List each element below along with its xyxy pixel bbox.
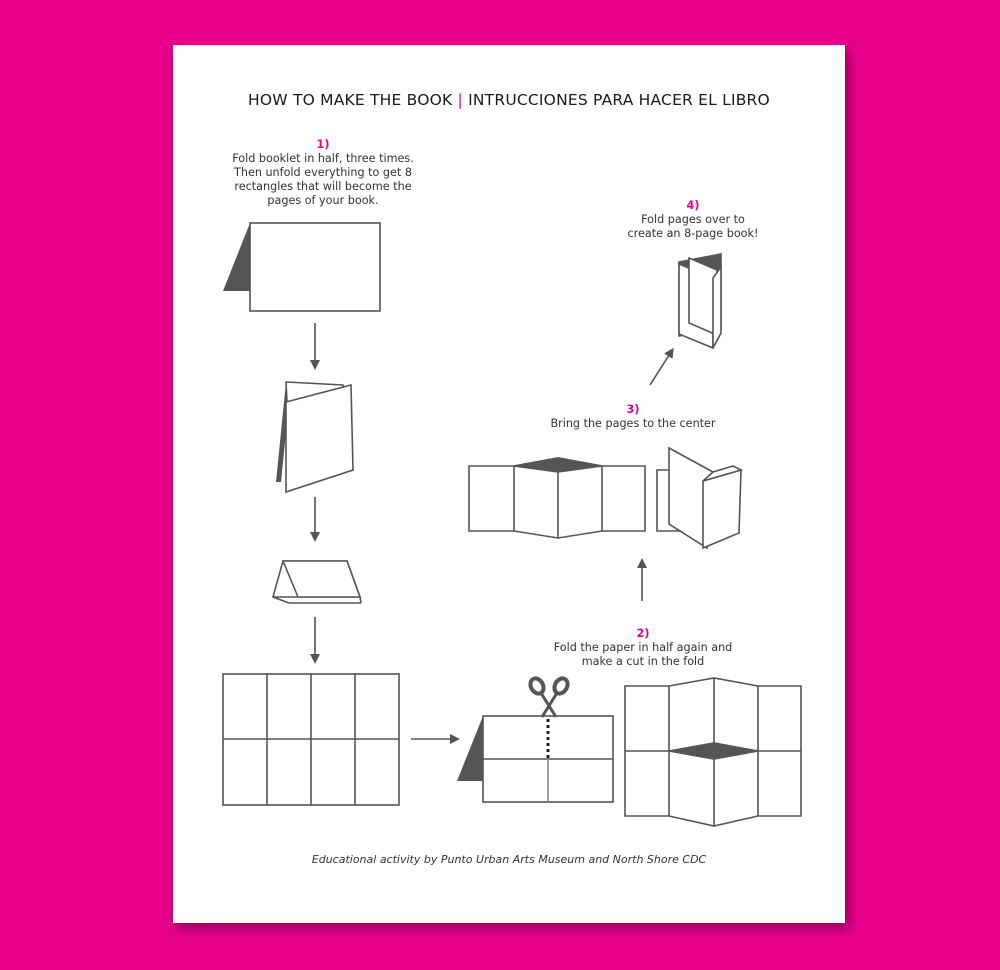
folded-tent-sheet [273, 561, 361, 603]
step-number: 1) [316, 138, 330, 151]
step-line: pages of your book. [267, 194, 379, 207]
title-separator: | [457, 91, 463, 109]
step-1-sheet [223, 223, 380, 311]
step-3-folded [657, 448, 741, 548]
step-line: create an 8-page book! [627, 227, 759, 240]
step-number: 4) [686, 199, 700, 212]
footer-credit: Educational activity by Punto Urban Arts Museum and North Shore CDC [311, 853, 707, 866]
step-line: Fold booklet in half, three times. [232, 152, 414, 165]
title-spanish: INTRUCCIONES PARA HACER EL LIBRO [468, 91, 770, 109]
title-english: HOW TO MAKE THE BOOK [248, 91, 453, 109]
step-line: Fold the paper in half again and [553, 641, 733, 654]
step-number: 3) [626, 403, 640, 416]
step-line: make a cut in the fold [581, 655, 705, 668]
arrow-up-right-icon [650, 352, 671, 385]
instruction-sheet [173, 45, 845, 923]
step-line: Bring the pages to the center [550, 417, 716, 430]
diagram-illustrations [173, 45, 845, 923]
step-line: Fold pages over to [641, 213, 745, 226]
step-line: Then unfold everything to get 8 [234, 166, 412, 179]
scissors-icon [528, 676, 570, 717]
step-2-cut-sheet [457, 716, 613, 802]
unfolded-grid-sheet [223, 674, 399, 805]
step-3-strip [469, 458, 645, 538]
finished-book [679, 254, 721, 348]
step-line: rectangles that will become the [234, 180, 412, 193]
step-number: 2) [636, 627, 650, 640]
step-2-opened-sheet [625, 678, 801, 826]
folded-half-sheet [276, 382, 353, 492]
